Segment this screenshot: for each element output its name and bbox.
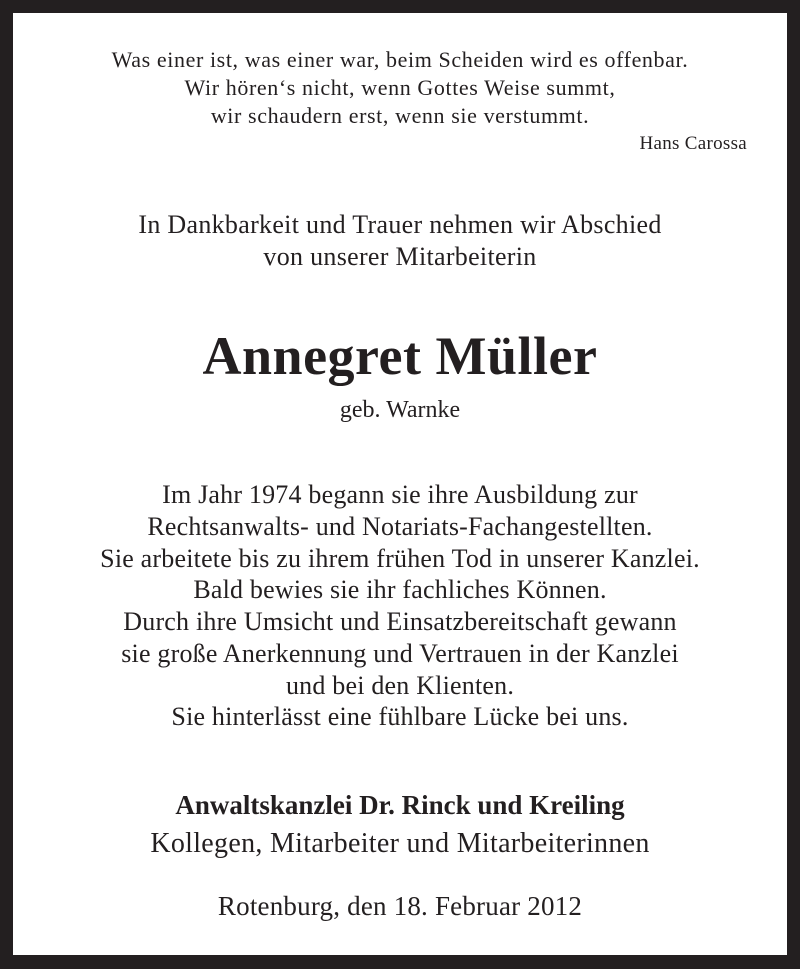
intro-line: von unserer Mitarbeiterin bbox=[263, 242, 537, 271]
deceased-name: Annegret Müller bbox=[202, 326, 598, 386]
body-line: Sie arbeitete bis zu ihrem frühen Tod in unserer Kanzlei. bbox=[100, 544, 700, 573]
firm-name: Anwaltskanzlei Dr. Rinck und Kreiling bbox=[175, 790, 625, 820]
obituary-notice bbox=[13, 13, 787, 955]
intro-line: In Dankbarkeit und Trauer nehmen wir Abschied bbox=[138, 210, 662, 239]
staff-line: Kollegen, Mitarbeiter und Mitarbeiterinnen bbox=[150, 828, 650, 859]
birth-name: geb. Warnke bbox=[339, 397, 461, 423]
quote-line: Was einer ist, was einer war, beim Scheiden wird es offenbar. bbox=[111, 47, 689, 72]
body-line: sie große Anerkennung und Vertrauen in der Kanzlei bbox=[121, 639, 679, 668]
quote-line: Wir hören‘s nicht, wenn Gottes Weise summt, bbox=[184, 75, 616, 100]
place-date: Rotenburg, den 18. Februar 2012 bbox=[217, 891, 583, 921]
body-line: Sie hinterlässt eine fühlbare Lücke bei uns. bbox=[171, 702, 629, 731]
quote-author: Hans Carossa bbox=[639, 133, 747, 154]
body-line: Rechtsanwalts- und Notariats-Fachangestellten. bbox=[147, 512, 653, 541]
quote-line: wir schaudern erst, wenn sie verstummt. bbox=[210, 103, 590, 128]
body-line: und bei den Klienten. bbox=[285, 671, 515, 700]
body-line: Bald bewies sie ihr fachliches Können. bbox=[193, 575, 607, 604]
body-line: Durch ihre Umsicht und Einsatzbereitschaft gewann bbox=[123, 607, 677, 636]
body-line: Im Jahr 1974 begann sie ihre Ausbildung zur bbox=[162, 480, 638, 509]
